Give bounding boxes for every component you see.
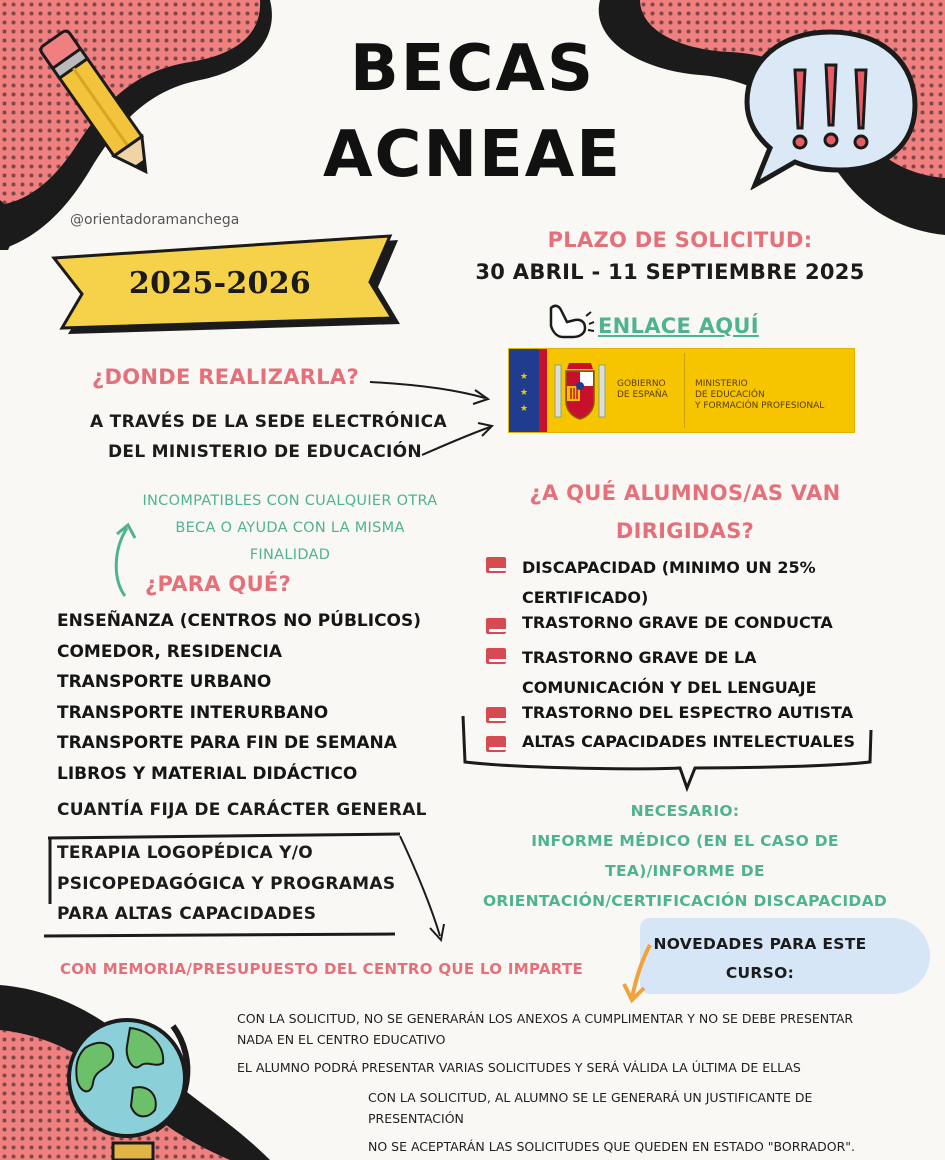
eu-flag: ★ ★ ★ — [509, 349, 539, 432]
government-logo[interactable] — [508, 348, 855, 433]
arrows-to-logo — [360, 370, 510, 465]
orange-arrow-icon — [620, 940, 665, 1005]
author-handle: @orientadoramanchega — [70, 212, 240, 228]
gov-right-text: MINISTERIO DE EDUCACIÓN Y FORMACIÓN PROFESIONAL — [695, 379, 825, 411]
coat-of-arms-icon — [551, 357, 609, 425]
list-item: DISCAPACIDAD (MINIMO UN 25% CERTIFICADO) — [522, 558, 816, 607]
list-item: TRASTORNO GRAVE DE CONDUCTA — [522, 613, 833, 632]
therapy-text: TERAPIA LOGOPÉDICA Y/O PSICOPEDAGÓGICA Y PROGRAMAS PARA ALTAS CAPACIDADES — [57, 843, 396, 924]
pointing-hand-icon — [545, 300, 595, 340]
book-icon — [486, 557, 506, 573]
purpose-question: ¿PARA QUÉ? — [145, 572, 292, 596]
globe-icon — [55, 1008, 195, 1160]
list-item: TRANSPORTE PARA FIN DE SEMANA — [57, 733, 397, 753]
deadline-label: PLAZO DE SOLICITUD: — [547, 228, 813, 252]
deadline-dates: 30 ABRIL - 11 SEPTIEMBRE 2025 — [475, 260, 865, 284]
incompatible-note: INCOMPATIBLES CON CUALQUIER OTRA BECA O AYUDA CON LA MISMA FINALIDAD — [142, 493, 438, 563]
required-note: NECESARIO: INFORME MÉDICO (EN EL CASO DE TEA)/INFORME DE ORIENTACIÓN/CERTIFICACIÓN DISCAPACIDAD — [482, 802, 888, 910]
link-here[interactable]: ENLACE AQUÍ — [598, 314, 759, 338]
list-item: ENSEÑANZA (CENTROS NO PÚBLICOS) — [57, 611, 422, 631]
list-item: ALTAS CAPACIDADES INTELECTUALES — [522, 732, 856, 751]
curved-arrow-up — [105, 520, 145, 600]
audience-question: ¿A QUÉ ALUMNOS/AS VAN DIRIGIDAS? — [529, 481, 841, 543]
news-item-1: CON LA SOLICITUD, NO SE GENERARÁN LOS ANEXOS A CUMPLIMENTAR Y NO SE DEBE PRESENTAR NADA EN EL CENTRO EDUCATIVO — [237, 1011, 854, 1047]
where-answer: A TRAVÉS DE LA SEDE ELECTRÓNICA DEL MINISTERIO DE EDUCACIÓN — [90, 412, 447, 462]
news-item-3: CON LA SOLICITUD, AL ALUMNO SE LE GENERARÁ UN JUSTIFICANTE DE PRESENTACIÓN — [368, 1090, 813, 1126]
audience-brace — [455, 710, 885, 795]
where-question: ¿DONDE REALIZARLA? — [92, 365, 359, 389]
book-icon — [486, 648, 506, 664]
list-item: TRANSPORTE URBANO — [57, 672, 272, 692]
purpose-list — [57, 606, 421, 789]
title-line-2: ACNEAE — [322, 118, 623, 192]
therapy-bracket — [40, 828, 450, 948]
list-item: TRANSPORTE INTERURBANO — [57, 702, 329, 723]
title-line-1: BECAS — [349, 32, 596, 106]
memo-note: CON MEMORIA/PRESUPUESTO DEL CENTRO QUE LO IMPARTE — [60, 960, 584, 978]
list-item: TRASTORNO DEL ESPECTRO AUTISTA — [522, 703, 854, 722]
fixed-amount: CUANTÍA FIJA DE CARÁCTER GENERAL — [57, 800, 427, 820]
year-label: 2025-2026 — [128, 266, 312, 301]
news-item-4: NO SE ACEPTARÁN LAS SOLICITUDES QUE QUEDEN EN ESTADO "BORRADOR". — [368, 1139, 856, 1154]
gov-left-text: GOBIERNO DE ESPAÑA — [617, 379, 668, 400]
news-item-2: EL ALUMNO PODRÁ PRESENTAR VARIAS SOLICITUDES Y SERÁ VÁLIDA LA ÚLTIMA DE ELLAS — [237, 1060, 801, 1075]
list-item: TRASTORNO GRAVE DE LA COMUNICACIÓN Y DEL LENGUAJE — [522, 648, 817, 697]
list-item: COMEDOR, RESIDENCIA — [57, 641, 282, 662]
book-icon — [486, 618, 506, 634]
list-item: LIBROS Y MATERIAL DIDÁCTICO — [57, 763, 358, 784]
news-title: NOVEDADES PARA ESTE CURSO: — [653, 935, 867, 982]
